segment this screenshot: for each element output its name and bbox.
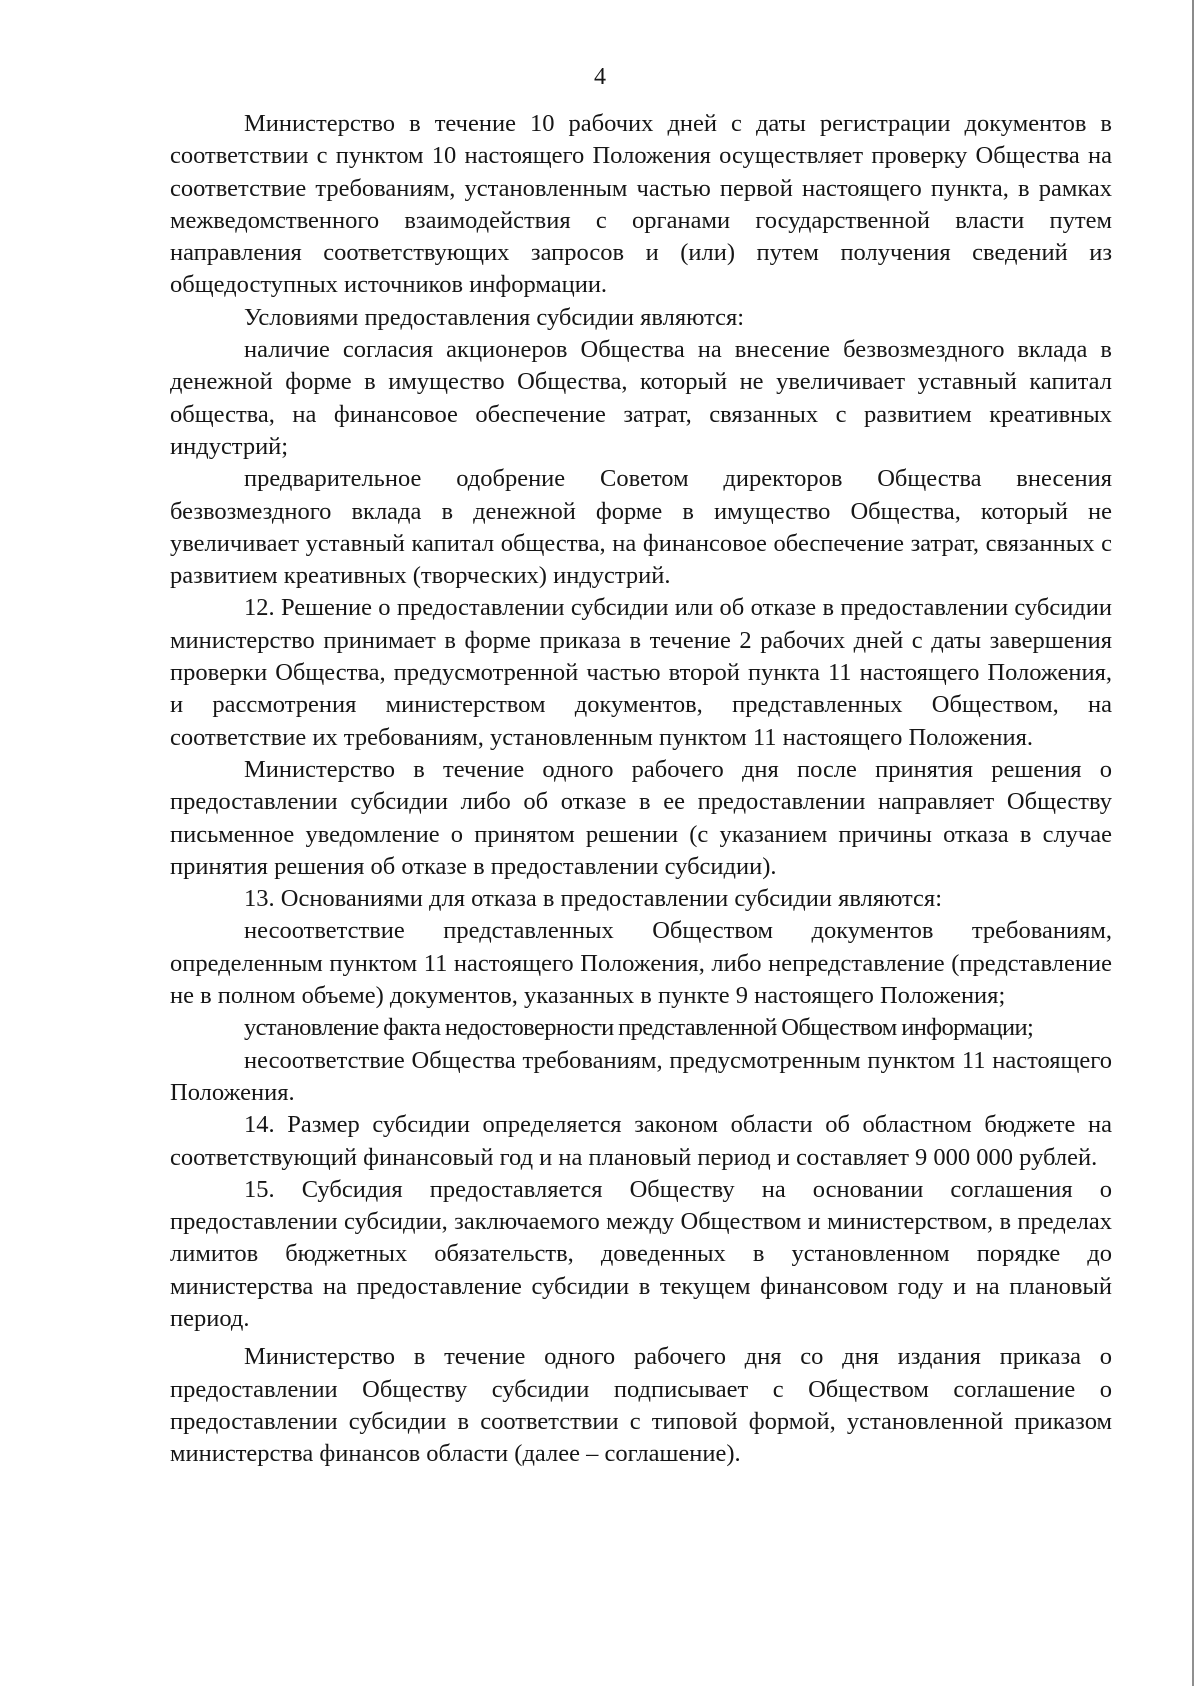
paragraph-refusal-falsity: установление факта недостоверности представленной Обществом информации;: [244, 1014, 1034, 1042]
paragraph-item-13: 13. Основаниями для отказа в предоставлении субсидии являются:: [244, 885, 943, 913]
paragraph-verification: Министерство в течение 10 рабочих дней с даты регистрации документов в соответствии с пунктом 10 настоящего Положения осуществляет проверку Общества на соответствие требованиям, установленным частью первой настоящего пункта, в рамках межведомственного взаимодействия с органами государственной власти путем направления соответствующих запросов и (или) путем получения сведений из общедоступных источников информации.: [170, 110, 1112, 299]
paragraph-agreement: Министерство в течение одного рабочего дня со дня издания приказа о предоставлении Обществу субсидии подписывает с Обществом соглашение о предоставлении субсидии в соответствии с типовой формой, установленной приказом министерства финансов области (далее – соглашение).: [170, 1343, 1112, 1468]
paragraph-conditions-intro: Условиями предоставления субсидии являются:: [244, 303, 745, 331]
paragraph-refusal-documents: несоответствие представленных Обществом документов требованиям, определенным пунктом 11 настоящего Положения, либо непредставление (представление не в полном объеме) документов, указанных в пункте 9 настоящего Положения;: [170, 917, 1112, 1010]
paragraph-item-14: 14. Размер субсидии определяется законом области об областном бюджете на соответствующий финансовый год и на плановый период и составляет 9 000 000 рублей.: [170, 1111, 1112, 1171]
document-body: [170, 108, 1112, 1470]
paragraph-refusal-requirements: несоответствие Общества требованиям, предусмотренным пунктом 11 настоящего Положения.: [170, 1046, 1112, 1106]
paragraph-condition-board: предварительное одобрение Советом директоров Общества внесения безвозмездного вклада в денежной форме в имущество Общества, который не увеличивает уставный капитал общества, на финансовое обеспечение затрат, связанных с развитием креативных (творческих) индустрий.: [170, 465, 1112, 590]
paragraph-condition-shareholders: наличие согласия акционеров Общества на внесение безвозмездного вклада в денежной форме в имущество Общества, который не увеличивает уставный капитал общества, на финансовое обеспечение затрат, связанных с развитием креативных индустрий;: [170, 336, 1112, 460]
scan-edge-shadow: [1192, 0, 1194, 1686]
paragraph-notification: Министерство в течение одного рабочего дня после принятия решения о предоставлении субсидии либо об отказе в ее предоставлении направляет Обществу письменное уведомление о принятом решении (с указанием причины отказа в случае принятия решения об отказе в предоставлении субсидии).: [170, 755, 1112, 880]
paragraph-item-15: 15. Субсидия предоставляется Обществу на основании соглашения о предоставлении субсидии, заключаемого между Обществом и министерством, в пределах лимитов бюджетных обязательств, доведенных в установленном порядке до министерства на предоставление субсидии в текущем финансовом году и на плановый период.: [170, 1175, 1112, 1332]
paragraph-item-12: 12. Решение о предоставлении субсидии или об отказе в предоставлении субсидии министерство принимает в форме приказа в течение 2 рабочих дней с даты завершения проверки Общества, предусмотренной частью второй пункта 11 настоящего Положения, и рассмотрения министерством документов, представленных Обществом, на соответствие их требованиям, установленным пунктом 11 настоящего Положения.: [170, 594, 1112, 751]
page-number: 4: [594, 64, 606, 90]
